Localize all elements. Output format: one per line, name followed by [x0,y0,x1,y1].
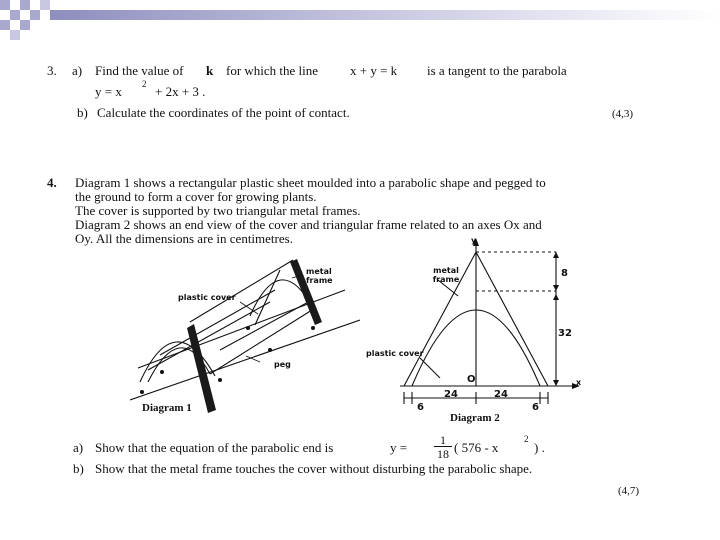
q4-intro-line-5: Oy. All the dimensions are in centimetres. [75,231,293,246]
q4-eq-close: ) . [534,440,545,455]
front-metal-frame [187,324,216,413]
d2-y-axis-label: y [471,236,477,245]
q3-a-var: k [206,63,214,78]
d2-x-axis-label: x [576,378,582,387]
q3-b-text: Calculate the coordinates of the point of contact. [97,105,350,120]
q4-a-text: Show that the equation of the parabolic end is [95,440,334,455]
d2-metal-frame-label: metal frame [432,266,460,284]
d2-dim-right-half: 24 [494,389,508,400]
d2-dim-left-ext: 6 [417,402,424,413]
q4-number: 4. [47,175,57,190]
q4-b-label: b) [73,461,84,476]
d1-metal-frame-label: metal frame [306,267,333,285]
q3-a-label: a) [72,63,83,78]
q4-intro-line-1: Diagram 1 shows a rectangular plastic sheet moulded into a parabolic shape and pegged to [75,175,546,190]
q3-parabola-lhs: y = x [95,84,122,99]
d2-dim-right-ext: 6 [532,402,539,413]
q3-a-text-1: Find the value of [95,63,184,78]
q3-number: 3. [47,63,57,78]
q4-intro-line-4: Diagram 2 shows an end view of the cover and triangular frame related to an axes Ox and [75,217,542,232]
q3-marks: (4,3) [612,108,634,120]
q3-parabola-exponent: 2 [142,79,147,89]
d2-dim-height: 32 [558,328,572,339]
q4-b-text: Show that the metal frame touches the cover without disturbing the parabolic shape. [95,461,533,476]
q3-parabola-rhs: + 2x + 3 . [155,84,206,99]
q3-b-label: b) [77,105,88,120]
frame-right-side [476,252,548,386]
q4-eq-numerator: 1 [434,434,452,447]
q4-eq-denominator: 18 [437,447,449,461]
q4-intro-line-2: the ground to form a cover for growing plants. [75,189,317,204]
d1-plastic-cover-label: plastic cover [178,293,236,302]
q4-intro-line-3: The cover is supported by two triangular metal frames. [75,203,361,218]
header-gradient-bar [50,10,720,20]
ridge-line [190,260,293,322]
d2-dim-left-half: 24 [444,389,458,400]
d1-peg-label: peg [274,360,291,369]
d1-caption: Diagram 1 [142,402,192,414]
d2-caption: Diagram 2 [450,412,500,424]
q3-line-equation: x + y = k [350,63,398,78]
q3-a-text-3: is a tangent to the parabola [427,63,567,78]
d2-dim-top: 8 [561,268,568,279]
ground-line-front [130,320,360,400]
d2-plastic-cover-label: plastic cover [366,349,424,358]
q4-a-label: a) [73,440,84,455]
q4-eq-lhs: y = [390,440,408,455]
q4-eq-exponent: 2 [524,434,529,444]
d2-origin-label: O [467,374,476,385]
q4-marks: (4,7) [618,485,640,497]
corner-decoration [0,0,720,50]
q3-a-text-2: for which the line [226,63,319,78]
q4-eq-rhs: ( 576 - x [454,440,499,455]
